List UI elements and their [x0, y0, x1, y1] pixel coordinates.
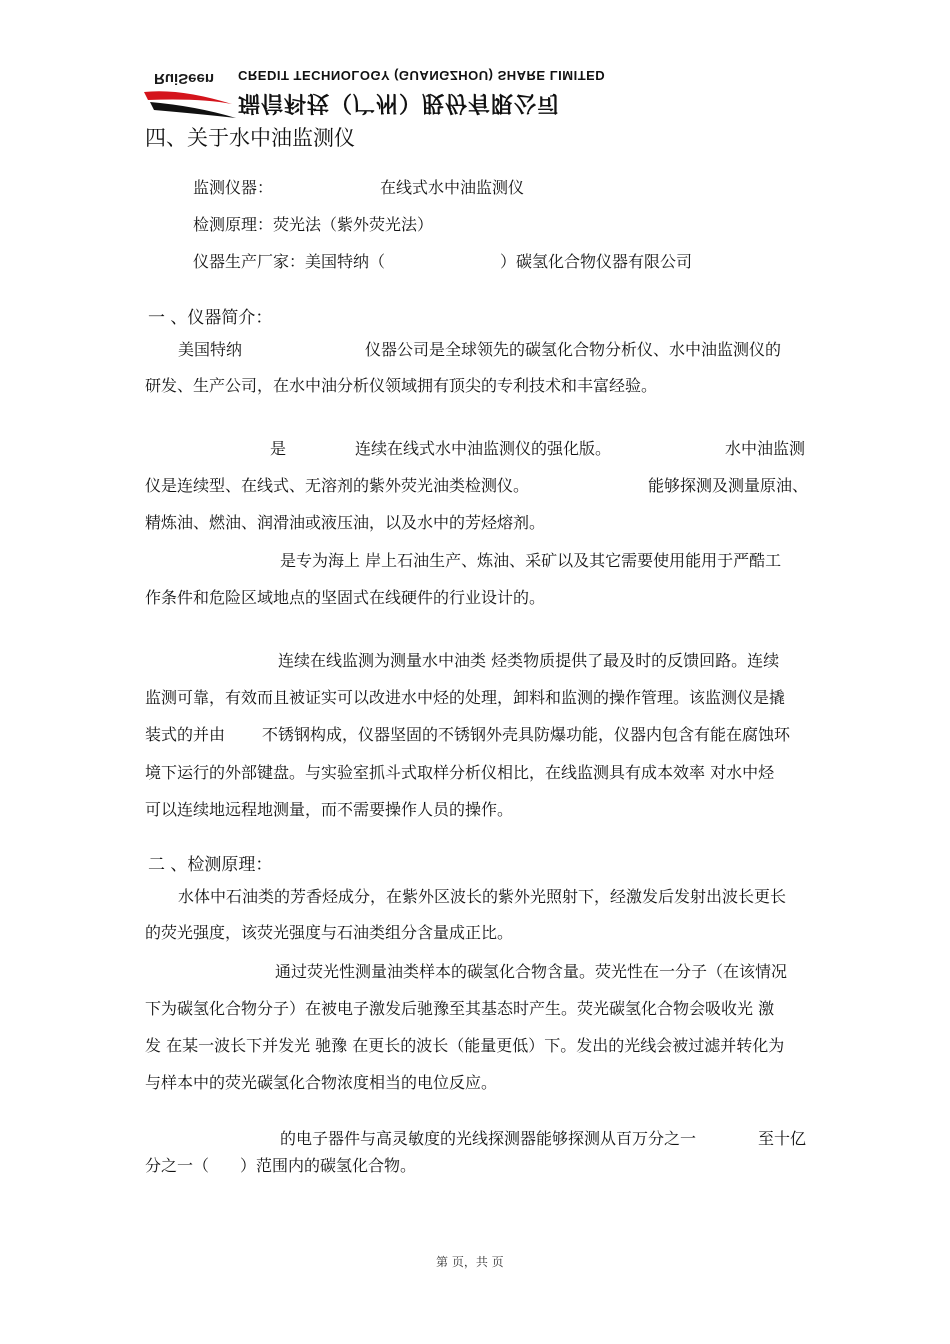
s1-p2-d: 仪是连续型、在线式、无溶剂的紫外荧光油类检测仪。 — [145, 476, 530, 495]
s2-p2-a: 通过荧光性测量油类样本的碳氢化合物含量。荧光性在一分子（在该情况 — [275, 962, 788, 981]
s1-p3-a: 是专为海上 岸上石油生产、炼油、采矿以及其它需要使用能用于严酷工 — [280, 551, 782, 570]
s1-p3-b: 作条件和危险区域地点的坚固式在线硬件的行业设计的。 — [145, 588, 546, 607]
s1-p2-e: 能够探测及测量原油、 — [648, 476, 809, 495]
company-logo — [140, 62, 610, 124]
section1-heading: 一 、仪器简介： — [148, 308, 273, 328]
brand-name: RuiSeen — [154, 70, 215, 87]
s1-p4-f: 可以连续地远程地测量，而不需要操作人员的操作。 — [145, 800, 514, 819]
s2-p1-a: 水体中石油类的芳香烃成分，在紫外区波长的紫外光照射下，经激发后发射出波长更长 — [178, 887, 787, 906]
s1-p4-b: 监测可靠，有效而且被证实可以改进水中烃的处理，卸料和监测的操作管理。该监测仪是撬 — [145, 688, 786, 707]
page-title: 四、关于水中油监测仪 — [145, 126, 355, 150]
manufacturer-label: 仪器生产厂家：美国特纳（ — [193, 252, 386, 271]
s2-p2-c: 发 在某一波长下并发光 驰豫 在更长的波长（能量更低）下。发出的光线会被过滤并转化为 — [145, 1036, 785, 1055]
s1-p1-b: 仪器公司是全球领先的碳氢化合物分析仪、水中油监测仪的 — [365, 340, 782, 359]
s2-p3-a: 的电子器件与高灵敏度的光线探测器能够探测从百万分之一 — [280, 1129, 697, 1148]
s1-p1-a: 美国特纳 — [178, 340, 243, 359]
s1-p4-d: 不锈钢构成，仪器坚固的不锈钢外壳具防爆功能，仪器内包含有能在腐蚀环 — [262, 725, 791, 744]
principle-row: 检测原理：荧光法（紫外荧光法） — [193, 215, 434, 234]
s1-p1-c: 研发、生产公司，在水中油分析仪领域拥有顶尖的专利技术和丰富经验。 — [145, 376, 658, 395]
s2-p1-b: 的荧光强度，该荧光强度与石油类组分含量成正比。 — [145, 923, 514, 942]
instrument-value: 在线式水中油监测仪 — [380, 178, 525, 197]
s1-p2-a: 是 — [270, 439, 287, 458]
s2-p3-b: 至十亿 — [758, 1129, 807, 1148]
s2-p2-d: 与样本中的荧光碳氢化合物浓度相当的电位反应。 — [145, 1073, 498, 1092]
s1-p2-c: 水中油监测 — [725, 439, 806, 458]
company-name-cn: 瑞信科技（广州）股份有限公司 — [238, 90, 561, 115]
s1-p4-a: 连续在线监测为测量水中油类 烃类物质提供了最及时的反馈回路。连续 — [278, 651, 780, 670]
s1-p4-e: 境下运行的外部键盘。与实验室抓斗式取样分析仪相比，在线监测具有成本效率 对水中烃 — [145, 763, 775, 782]
manufacturer-value: ）碳氢化合物仪器有限公司 — [500, 252, 693, 271]
s2-p2-b: 下为碳氢化合物分子）在被电子激发后驰豫至其基态时产生。荧光碳氢化合物会吸收光 激 — [145, 999, 775, 1018]
s2-p3-c: 分之一（ — [145, 1156, 210, 1175]
s1-p4-c: 装式的并由 — [145, 725, 226, 744]
s1-p2-b: 连续在线式水中油监测仪的强化版。 — [355, 439, 612, 458]
section2-heading: 二 、检测原理： — [148, 855, 273, 875]
s2-p3-d: ）范围内的碳氢化合物。 — [240, 1156, 417, 1175]
page-footer: 第 页，共 页 — [436, 1255, 504, 1269]
s1-p2-f: 精炼油、燃油、润滑油或液压油，以及水中的芳烃熔剂。 — [145, 513, 546, 532]
company-name-en: CREDIT TECHNOLOGY (GUANGZHOU) SHARE LIMITED — [238, 68, 606, 83]
instrument-label: 监测仪器： — [193, 178, 274, 197]
